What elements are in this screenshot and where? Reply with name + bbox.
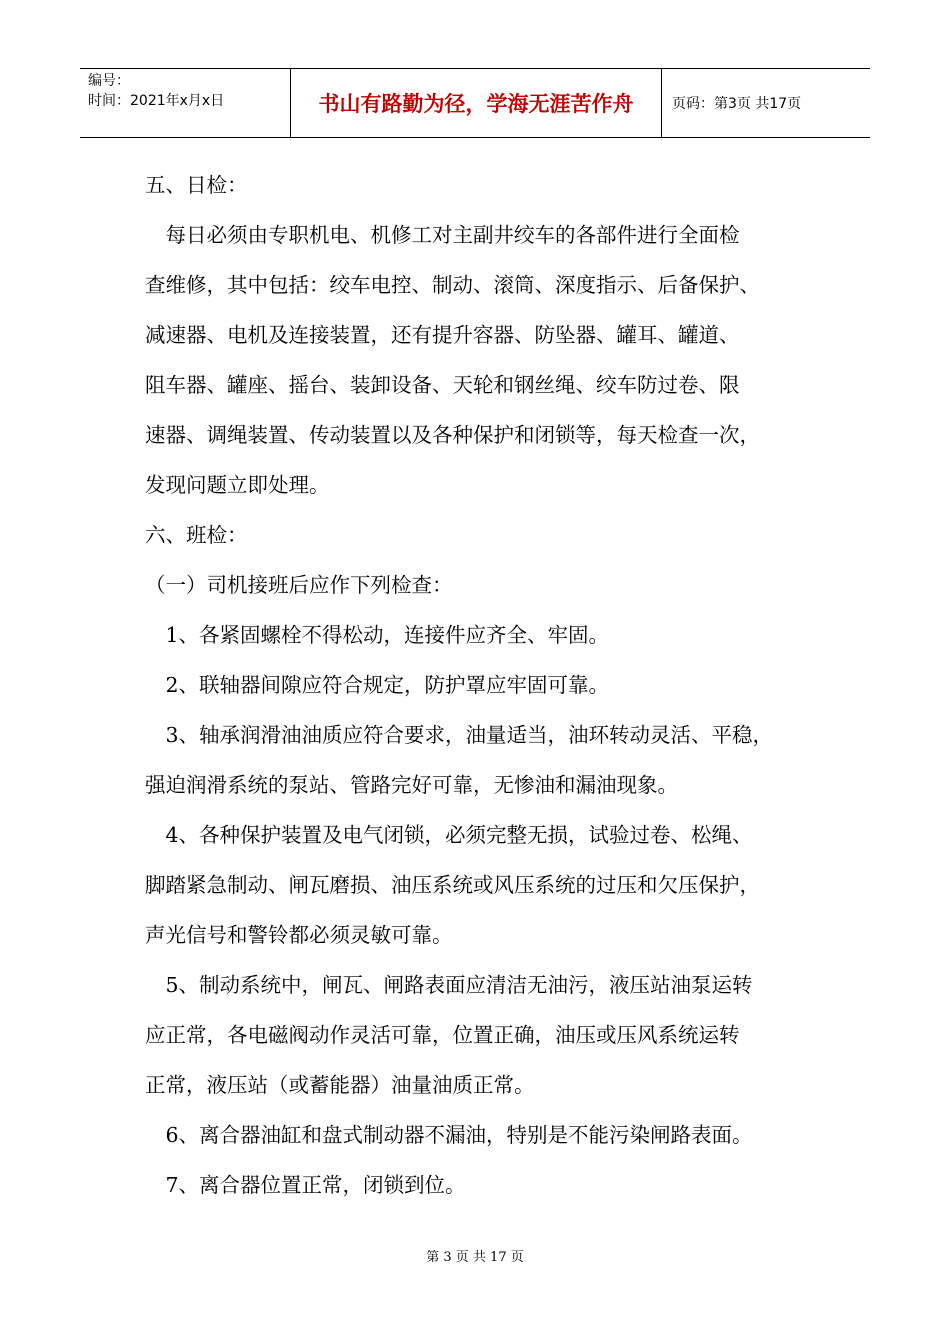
- page-footer: 第 3 页 共 17 页: [426, 1250, 524, 1265]
- number-label: 编号：: [88, 73, 130, 89]
- body-line: 6、离合器油缸和盘式制动器不漏油，特别是不能污染闸路表面。: [145, 1123, 753, 1147]
- body-line: 2、联轴器间隙应符合规定，防护罩应牢固可靠。: [145, 673, 610, 697]
- time-label: 时间：2021年x月x日: [88, 93, 225, 109]
- body-line: 六、班检：: [145, 523, 248, 547]
- body-line: 发现问题立即处理。: [145, 473, 330, 497]
- body-line: 五、日检：: [145, 173, 248, 197]
- body-line: 每日必须由专职机电、机修工对主副井绞车的各部件进行全面检: [145, 223, 740, 247]
- header-meta: [80, 69, 291, 137]
- body-line: 强迫润滑系统的泵站、管路完好可靠，无惨油和漏油现象。: [145, 773, 678, 797]
- body-line: 脚踏紧急制动、闸瓦磨损、油压系统或风压系统的过压和欠压保护，: [145, 873, 760, 897]
- body-line: 正常，液压站（或蓄能器）油量油质正常。: [145, 1073, 535, 1097]
- body-line: 应正常，各电磁阀动作灵活可靠，位置正确，油压或压风系统运转: [145, 1023, 740, 1047]
- body-line: 3、轴承润滑油油质应符合要求，油量适当，油环转动灵活、平稳，: [145, 723, 774, 747]
- body-line: 速器、调绳装置、传动装置以及各种保护和闭锁等，每天检查一次，: [145, 423, 760, 447]
- body-line: 查维修，其中包括：绞车电控、制动、滚筒、深度指示、后备保护、: [145, 273, 760, 297]
- header-table: [80, 68, 870, 138]
- body-line: 减速器、电机及连接装置，还有提升容器、防坠器、罐耳、罐道、: [145, 323, 740, 347]
- header-motto: 书山有路勤为径，学海无涯苦作舟: [291, 69, 662, 137]
- body-line: 声光信号和警铃都必须灵敏可靠。: [145, 923, 453, 947]
- document-body: [145, 160, 825, 1210]
- body-line: 阻车器、罐座、摇台、装卸设备、天轮和钢丝绳、绞车防过卷、限: [145, 373, 740, 397]
- body-line: 4、各种保护装置及电气闭锁，必须完整无损，试验过卷、松绳、: [145, 823, 753, 847]
- body-line: 1、各紧固螺栓不得松动，连接件应齐全、牢固。: [145, 623, 610, 647]
- body-line: 7、离合器位置正常，闭锁到位。: [145, 1173, 466, 1197]
- body-line: （一）司机接班后应作下列检查：: [145, 573, 453, 597]
- header-page-info: 页码：第3页 共17页: [672, 96, 802, 112]
- body-line: 5、制动系统中，闸瓦、闸路表面应清洁无油污，液压站油泵运转: [145, 973, 753, 997]
